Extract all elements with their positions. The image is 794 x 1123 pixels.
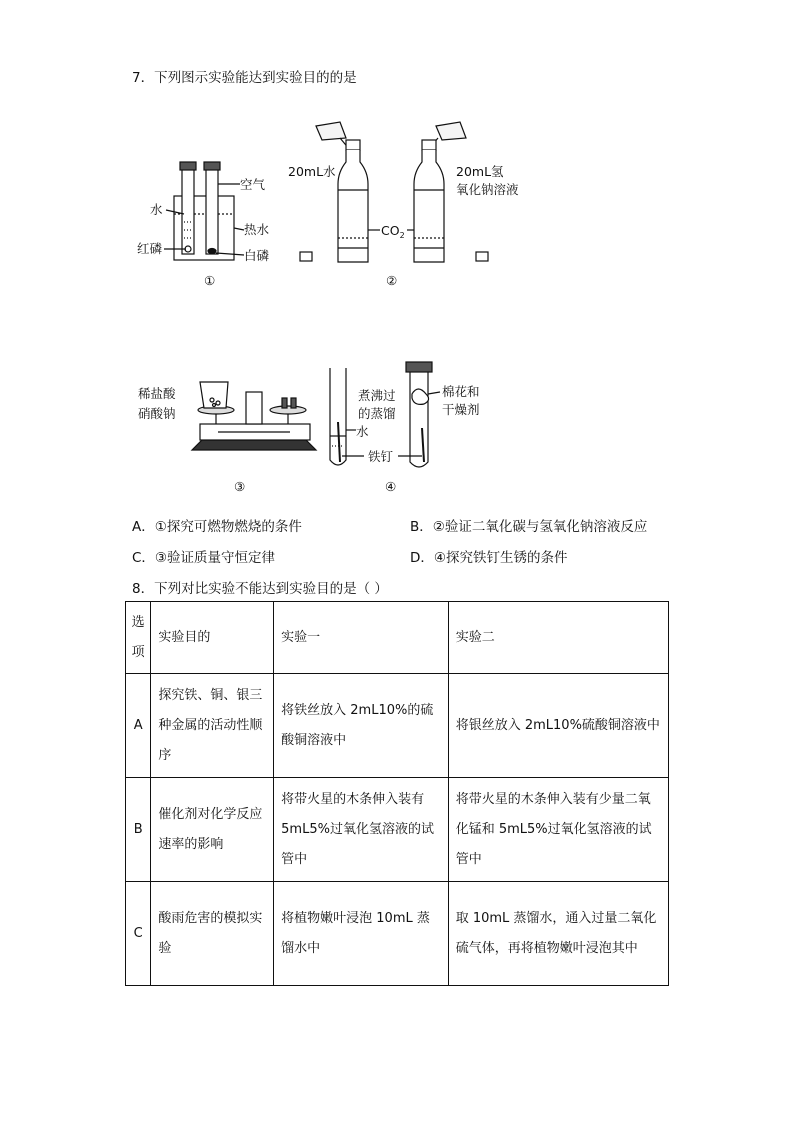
question-8-title: 8．下列对比实验不能达到实验目的是（ ） bbox=[132, 581, 388, 597]
header-purpose: 实验目的 bbox=[151, 602, 274, 674]
row-exp1: 将带火星的木条伸入装有5mL5%过氧化氢溶液的试管中 bbox=[274, 778, 449, 882]
figure-1-number: ① bbox=[204, 273, 216, 288]
row-option: B bbox=[126, 778, 151, 882]
label-co2: $CO_2$ bbox=[381, 223, 405, 240]
label-hot-water: 热水 bbox=[244, 222, 270, 237]
table-row bbox=[126, 674, 669, 778]
figure-2-number: ② bbox=[386, 273, 398, 288]
label-water: 水 bbox=[150, 202, 163, 217]
label-boiled-line2: 的蒸馏 bbox=[358, 406, 396, 421]
question-7-title: 7．下列图示实验能达到实验目的的是 bbox=[132, 70, 357, 86]
option-a[interactable]: A．①探究可燃物燃烧的条件 bbox=[132, 519, 302, 535]
table-row bbox=[126, 778, 669, 882]
option-c[interactable]: C．③验证质量守恒定律 bbox=[132, 550, 276, 566]
row-purpose: 酸雨危害的模拟实验 bbox=[151, 882, 274, 986]
option-d[interactable]: D．④探究铁钉生锈的条件 bbox=[410, 550, 568, 566]
label-white-phosphorus: 白磷 bbox=[244, 248, 270, 263]
header-exp2: 实验二 bbox=[448, 602, 668, 674]
label-naoh-line2: 氧化钠溶液 bbox=[456, 182, 519, 197]
label-sodium-nitrate: 硝酸钠 bbox=[138, 406, 176, 421]
label-cotton-line2: 干燥剂 bbox=[442, 402, 480, 417]
figure-1-combustion-setup bbox=[164, 162, 244, 260]
header-exp1: 实验一 bbox=[274, 602, 449, 674]
label-boiled-line1: 煮沸过 bbox=[358, 388, 396, 403]
row-exp1: 将植物嫩叶浸泡 10mL 蒸馏水中 bbox=[274, 882, 449, 986]
row-exp2: 将银丝放入 2mL10%硫酸铜溶液中 bbox=[448, 674, 668, 778]
label-red-phosphorus: 红磷 bbox=[137, 241, 163, 256]
row-exp2: 将带火星的木条伸入装有少量二氧化锰和 5mL5%过氧化氢溶液的试管中 bbox=[448, 778, 668, 882]
label-dilute-hcl: 稀盐酸 bbox=[138, 386, 176, 401]
row-purpose: 探究铁、铜、银三种金属的活动性顺序 bbox=[151, 674, 274, 778]
row-option: C bbox=[126, 882, 151, 986]
question-7-figures bbox=[0, 0, 794, 500]
label-naoh-line1: 20mL氢 bbox=[456, 164, 504, 179]
table-header-row bbox=[126, 602, 669, 674]
row-purpose: 催化剂对化学反应速率的影响 bbox=[151, 778, 274, 882]
row-option: A bbox=[126, 674, 151, 778]
header-option: 选项 bbox=[126, 602, 151, 674]
figure-4-number: ④ bbox=[385, 479, 397, 494]
row-exp2: 取 10mL 蒸馏水，通入过量二氧化硫气体，再将植物嫩叶浸泡其中 bbox=[448, 882, 668, 986]
row-exp1: 将铁丝放入 2mL10%的硫酸铜溶液中 bbox=[274, 674, 449, 778]
table-row bbox=[126, 882, 669, 986]
option-b[interactable]: B．②验证二氧化碳与氢氧化钠溶液反应 bbox=[410, 519, 648, 535]
label-water-fig4: 水 bbox=[356, 424, 369, 439]
label-air: 空气 bbox=[240, 177, 266, 192]
label-20ml-water: 20mL水 bbox=[288, 164, 336, 179]
label-iron-nail: 铁钉 bbox=[368, 449, 394, 464]
figure-3-balance bbox=[192, 382, 316, 450]
figure-3-number: ③ bbox=[234, 479, 246, 494]
label-cotton-line1: 棉花和 bbox=[442, 384, 480, 399]
question-8-table bbox=[125, 601, 669, 986]
